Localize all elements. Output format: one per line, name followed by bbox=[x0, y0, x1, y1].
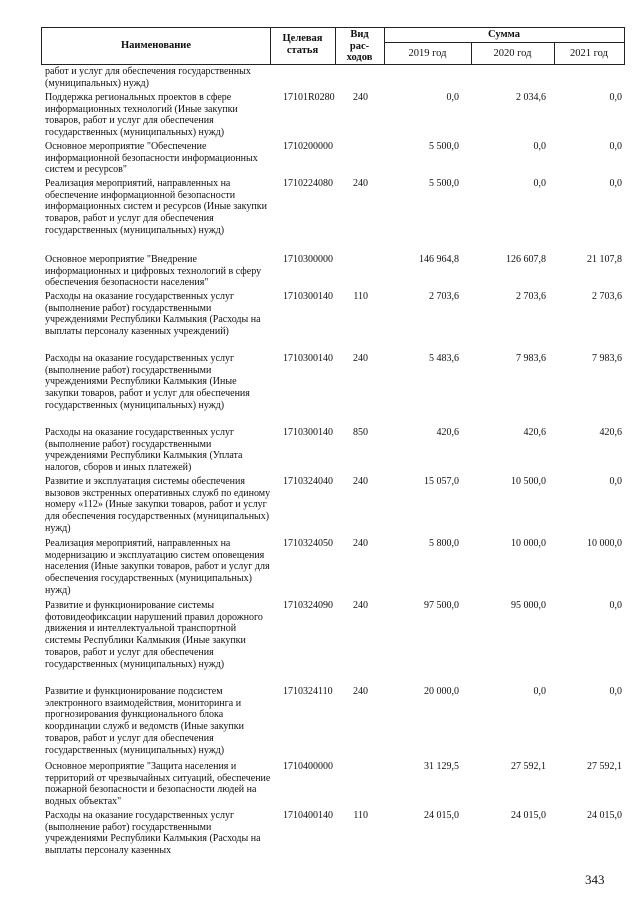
row-sum-2019: 420,6 bbox=[436, 427, 459, 438]
row-code: 1710400000 bbox=[283, 761, 333, 772]
row-name: работ и услуг для обеспечения государственных (муниципальных) нужд) bbox=[45, 66, 251, 89]
header-sum: Сумма bbox=[488, 29, 520, 40]
row-sum-2021: 27 592,1 bbox=[587, 761, 622, 772]
row-sum-2021: 420,6 bbox=[599, 427, 622, 438]
row-name: Развитие и функционирование подсистем электронного взаимодействия, мониторинга и прогнозирования функционального блока координации служб и ведомств (Иные закупки товаров, работ и услуг для обеспечения государственных (муниципальных) нужд) bbox=[45, 686, 244, 756]
row-name: Реализация мероприятий, направленных на обеспечение информационной безопасности информационных систем и ресурсов (Иные закупки товаров, работ и услуг для обеспечения государственных (муниципальных) нужд) bbox=[45, 178, 267, 236]
row-sum-2020: 7 983,6 bbox=[516, 353, 546, 364]
row-name: Реализация мероприятий, направленных на модернизацию и эксплуатацию систем оповещения населения (Иные закупки товаров, работ и услуг для обеспечения государственных (муниципальных) нужд) bbox=[45, 538, 270, 596]
row-sum-2021: 7 983,6 bbox=[592, 353, 622, 364]
header-target: Целевая статья bbox=[282, 33, 323, 56]
row-expense-type: 240 bbox=[353, 92, 368, 103]
row-sum-2020: 0,0 bbox=[533, 686, 546, 697]
row-expense-type: 240 bbox=[353, 353, 368, 364]
row-sum-2019: 2 703,6 bbox=[429, 291, 459, 302]
row-sum-2021: 0,0 bbox=[609, 92, 622, 103]
row-code: 1710200000 bbox=[283, 141, 333, 152]
row-name: Расходы на оказание государственных услуг (выполнение работ) государственными учреждениями Республики Калмыкия (Расходы на выплаты персоналу казенных учреждений) bbox=[45, 291, 261, 338]
row-sum-2020: 2 703,6 bbox=[516, 291, 546, 302]
row-name: Расходы на оказание государственных услуг (выполнение работ) государственными учреждениями Республики Калмыкия (Расходы на выплаты персоналу казенных bbox=[45, 810, 261, 857]
row-expense-type: 110 bbox=[353, 291, 368, 302]
row-code: 1710324040 bbox=[283, 476, 333, 487]
row-sum-2019: 146 964,8 bbox=[419, 254, 459, 265]
row-sum-2021: 10 000,0 bbox=[587, 538, 622, 549]
row-sum-2021: 0,0 bbox=[609, 141, 622, 152]
row-name: Основное мероприятие "Обеспечение информационной безопасности информационных систем и ресурсов" bbox=[45, 141, 258, 176]
row-sum-2020: 27 592,1 bbox=[511, 761, 546, 772]
row-sum-2019: 15 057,0 bbox=[424, 476, 459, 487]
row-sum-2019: 5 500,0 bbox=[429, 141, 459, 152]
row-sum-2019: 5 483,6 bbox=[429, 353, 459, 364]
row-expense-type: 240 bbox=[353, 178, 368, 189]
row-code: 1710300000 bbox=[283, 254, 333, 265]
header-2021: 2021 год bbox=[570, 48, 608, 59]
header-2020: 2020 год bbox=[493, 48, 532, 59]
row-name: Основное мероприятие "Внедрение информационных и цифровых технологий в сферу обеспечения безопасности населения" bbox=[45, 254, 262, 289]
row-code: 1710300140 bbox=[283, 291, 333, 302]
row-expense-type: 850 bbox=[353, 427, 368, 438]
row-expense-type: 240 bbox=[353, 476, 368, 487]
row-sum-2019: 5 800,0 bbox=[429, 538, 459, 549]
row-sum-2020: 0,0 bbox=[533, 178, 546, 189]
row-name: Основное мероприятие "Защита населения и территорий от чрезвычайных ситуаций, обеспечение пожарной безопасности и безопасности людей на водных объектах" bbox=[45, 761, 271, 808]
row-sum-2019: 97 500,0 bbox=[424, 600, 459, 611]
row-expense-type: 240 bbox=[353, 686, 368, 697]
row-code: 1710324110 bbox=[283, 686, 333, 697]
row-code: 1710400140 bbox=[283, 810, 333, 821]
row-sum-2019: 5 500,0 bbox=[429, 178, 459, 189]
row-expense-type: 110 bbox=[353, 810, 368, 821]
row-sum-2021: 2 703,6 bbox=[592, 291, 622, 302]
row-code: 1710300140 bbox=[283, 353, 333, 364]
row-sum-2021: 24 015,0 bbox=[587, 810, 622, 821]
row-sum-2020: 24 015,0 bbox=[511, 810, 546, 821]
row-name: Развитие и функционирование системы фотовидеофиксации нарушений правил дорожного движения и интеллектуальной транспортной системы Республики Калмыкия (Иные закупки товаров, работ и услуг для обеспечения государственных (муниципальных) нужд) bbox=[45, 600, 263, 670]
row-sum-2021: 0,0 bbox=[609, 476, 622, 487]
row-code: 17101R0280 bbox=[283, 92, 335, 103]
row-code: 1710324090 bbox=[283, 600, 333, 611]
row-sum-2020: 420,6 bbox=[523, 427, 546, 438]
row-name: Расходы на оказание государственных услуг (выполнение работ) государственными учреждениями Республики Калмыкия (Уплата налогов, сборов и иных платежей) bbox=[45, 427, 243, 474]
row-name: Поддержка региональных проектов в сфере информационных технологий (Иные закупки товаров, работ и услуг для обеспечения государственных (муниципальных) нужд) bbox=[45, 92, 238, 139]
header-name: Наименование bbox=[121, 40, 191, 51]
row-name: Расходы на оказание государственных услуг (выполнение работ) государственными учреждениями Республики Калмыкия (Иные закупки товаров, работ и услуг для обеспечения государственных (муниципальных) нужд) bbox=[45, 353, 250, 411]
row-code: 1710300140 bbox=[283, 427, 333, 438]
row-sum-2021: 0,0 bbox=[609, 686, 622, 697]
header-type: Вид рас- ходов bbox=[346, 29, 373, 63]
row-expense-type: 240 bbox=[353, 538, 368, 549]
row-sum-2020: 10 500,0 bbox=[511, 476, 546, 487]
header-2019: 2019 год bbox=[408, 48, 447, 59]
row-sum-2021: 0,0 bbox=[609, 600, 622, 611]
row-sum-2020: 10 000,0 bbox=[511, 538, 546, 549]
row-expense-type: 240 bbox=[353, 600, 368, 611]
row-sum-2019: 24 015,0 bbox=[424, 810, 459, 821]
row-sum-2020: 0,0 bbox=[533, 141, 546, 152]
row-code: 1710324050 bbox=[283, 538, 333, 549]
row-sum-2021: 0,0 bbox=[609, 178, 622, 189]
row-sum-2019: 20 000,0 bbox=[424, 686, 459, 697]
row-sum-2020: 95 000,0 bbox=[511, 600, 546, 611]
row-sum-2020: 2 034,6 bbox=[516, 92, 546, 103]
row-sum-2019: 0,0 bbox=[446, 92, 459, 103]
row-sum-2019: 31 129,5 bbox=[424, 761, 459, 772]
row-sum-2020: 126 607,8 bbox=[506, 254, 546, 265]
table-header bbox=[41, 27, 625, 65]
row-code: 1710224080 bbox=[283, 178, 333, 189]
row-name: Развитие и эксплуатация системы обеспечения вызовов экстренных оперативных служб по единому номеру «112» (Иные закупки товаров, работ и услуг для обеспечения государственных (муниципальных) нужд) bbox=[45, 476, 271, 534]
page-number: 343 bbox=[585, 872, 605, 887]
row-sum-2021: 21 107,8 bbox=[587, 254, 622, 265]
